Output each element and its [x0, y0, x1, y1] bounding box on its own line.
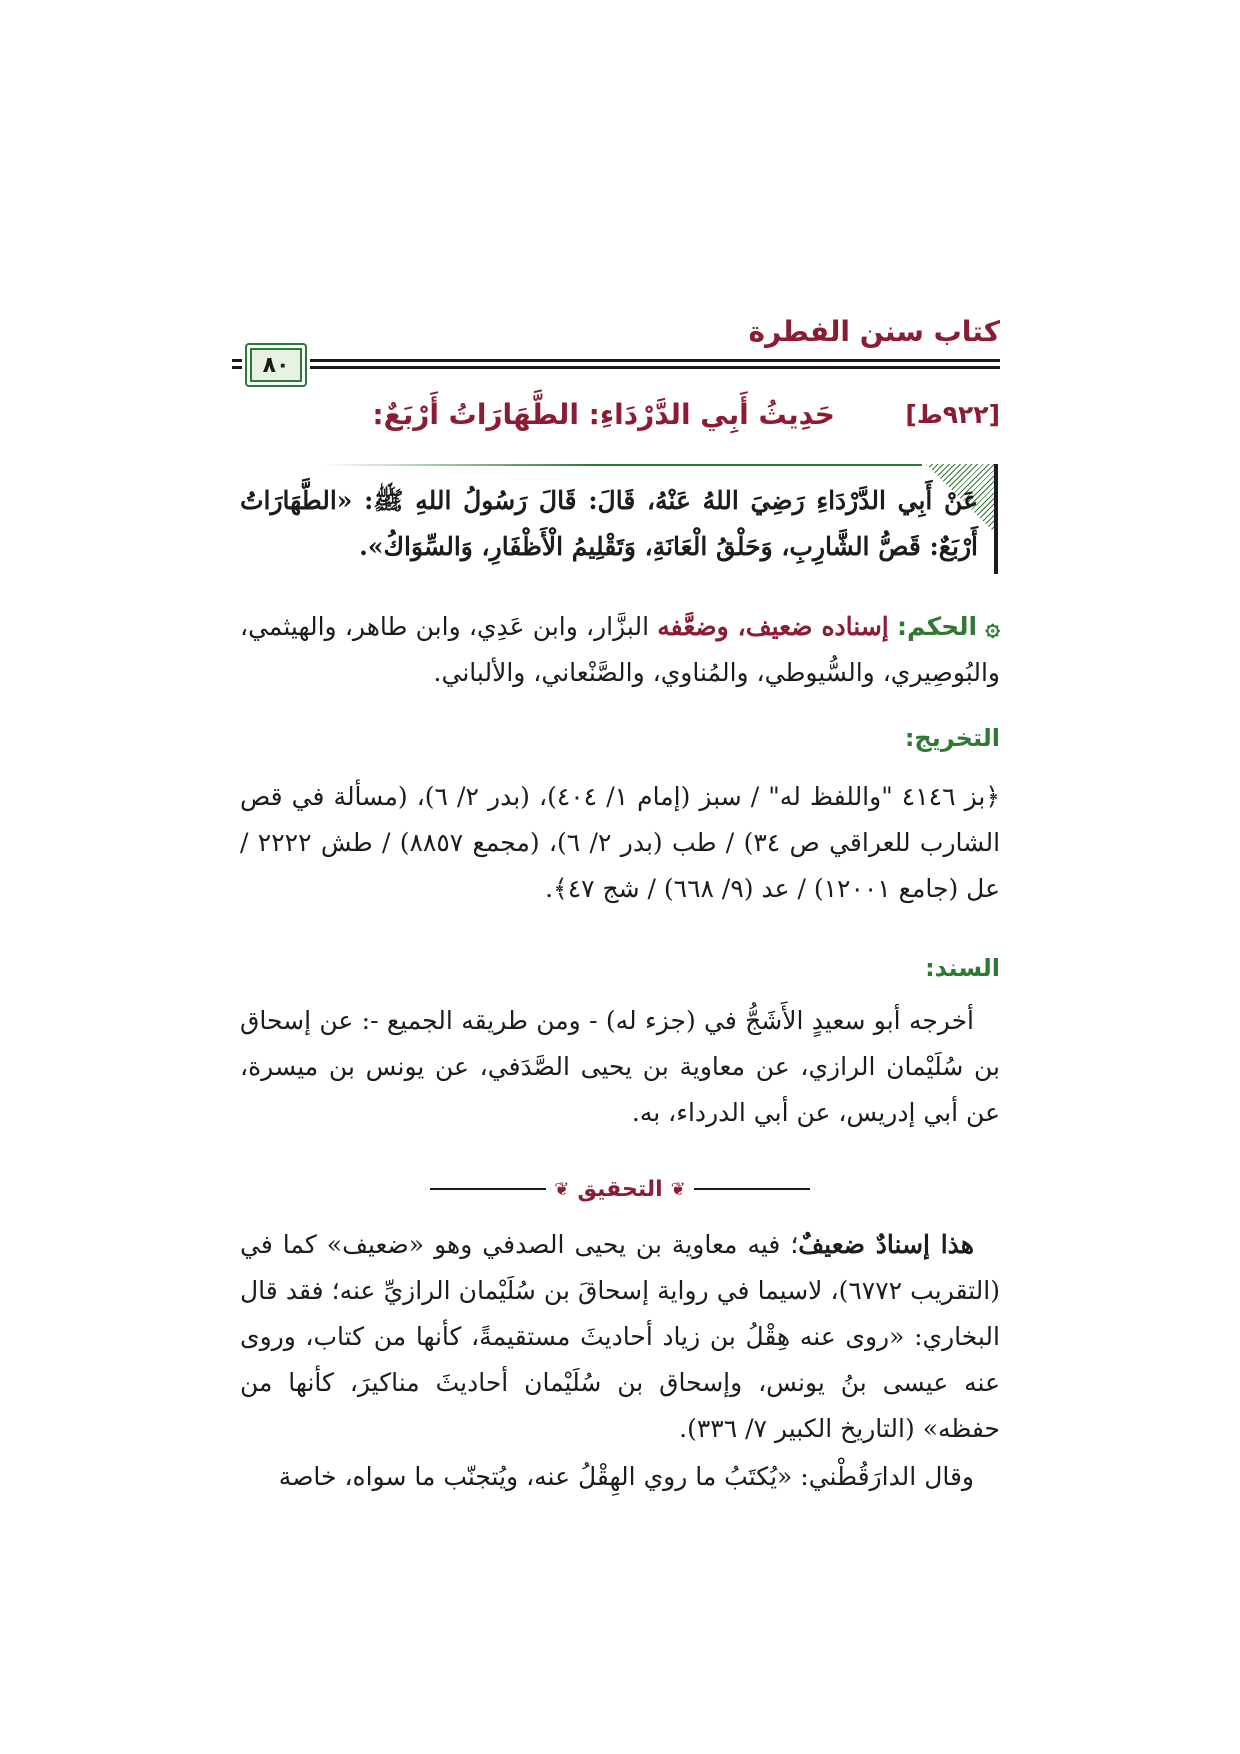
takhrij-text: ﴿بز ٤١٤٦ "واللفظ له" / سبز (إمام ١/ ٤٠٤)، (بدر ٢/ ٦)، (مسألة في قص الشارب للعراقي ص ٣٤) / طب (بدر ٢/ ٦)، (مجمع ٨٨٥٧) / طش ٢٢٢٢ / عل (جامع ١٢٠٠١) / عد (٩/ ٦٦٨) / شج ٤٧﴾. [240, 782, 1001, 903]
header-rule-top [310, 359, 1000, 362]
tahqiq-text: ؛ فيه معاوية بن يحيى الصدفي وهو «ضعيف» كما في (التقريب ٦٧٧٢)، لاسيما في رواية إسحاقَ بن سُلَيْمان الرازيِّ عنه؛ فقد قال البخاري: «روى عنه هِقْلُ بن زياد أحاديثَ مستقيمةً، كأنها من كتاب، وروى عنه عيسى بنُ يونس، وإسحاق بن سُلَيْمان أحاديثَ مناكيرَ، كأنها من حفظه» (التاريخ الكبير ٧/ ٣٣٦). [240, 1230, 1000, 1443]
hadith-number: [٩٢٢ط] [905, 400, 1000, 429]
ruling-paragraph [240, 604, 1000, 696]
title-underline [322, 464, 922, 466]
matn-text: عَنْ أَبِي الدَّرْدَاءِ رَضِيَ اللهُ عَنْهُ، قَالَ: قَالَ رَسُولُ اللهِ ﷺ: «الطَّهَارَاتُ أَرْبَعٌ: قَصُّ الشَّارِبِ، وَحَلْقُ الْعَانَةِ، وَتَقْلِيمُ الْأَظْفَارِ، وَالسِّوَاكُ». [240, 486, 978, 561]
takhrij-paragraph [240, 774, 1000, 912]
tahqiq-lead: هذا إسنادٌ ضعيفٌ [798, 1230, 974, 1259]
running-header-book-title: كتاب سنن الفطرة [748, 315, 1000, 348]
divider-line-left [430, 1188, 546, 1190]
ruling-value: إسناده ضعيف، وضعَّفه [657, 612, 889, 641]
header-rule-left-bottom [232, 366, 242, 369]
ruling-rest: البزَّار، وابن عَدِي، وابن طاهر، والهيثمي، والبُوصِيري، والسُّيوطي، والمُناوي، والصَّنْعاني، والألباني. [240, 612, 1000, 687]
daraqutni-text: وقال الدارَقُطْني: «يُكتَبُ ما روي الهِقْلُ عنه، ويُتجنّب ما سواه، خاصة [278, 1462, 974, 1491]
header-rule-left-top [232, 359, 242, 362]
hadith-matn [240, 478, 978, 570]
divider-line-right [694, 1188, 810, 1190]
page-number-badge [245, 343, 307, 387]
ruling-bullet-icon: ۞ [985, 612, 1001, 641]
sanad-text: أخرجه أبو سعيدٍ الأَشَجُّ في (جزء له) - ومن طريقه الجميع -: عن إسحاق بن سُلَيْمان الرازي، عن معاوية بن يحيى الصَّدَفي، عن يونس بن ميسرة، عن أبي إدريس، عن أبي الدرداء، به. [240, 1006, 1000, 1127]
ruling-label: الحكم: [896, 612, 978, 641]
sanad-paragraph [240, 998, 1000, 1136]
hadith-title: حَدِيثُ أَبِي الدَّرْدَاءِ: الطَّهَارَاتُ أَرْبَعٌ: [372, 398, 835, 431]
tahqiq-divider [430, 1175, 810, 1203]
sanad-heading: السند: [925, 954, 1000, 982]
takhrij-heading: التخريج: [904, 724, 1000, 752]
header-rule-bottom [310, 366, 1000, 369]
page-number: ٨٠ [262, 352, 290, 378]
divider-ornament-icon: ❦ [670, 1178, 686, 1200]
matn-side-bar [994, 464, 998, 574]
daraqutni-paragraph [240, 1454, 1000, 1500]
divider-ornament-icon: ❦ [554, 1178, 570, 1200]
tahqiq-heading: التحقيق [577, 1176, 663, 1202]
tahqiq-paragraph [240, 1222, 1000, 1452]
